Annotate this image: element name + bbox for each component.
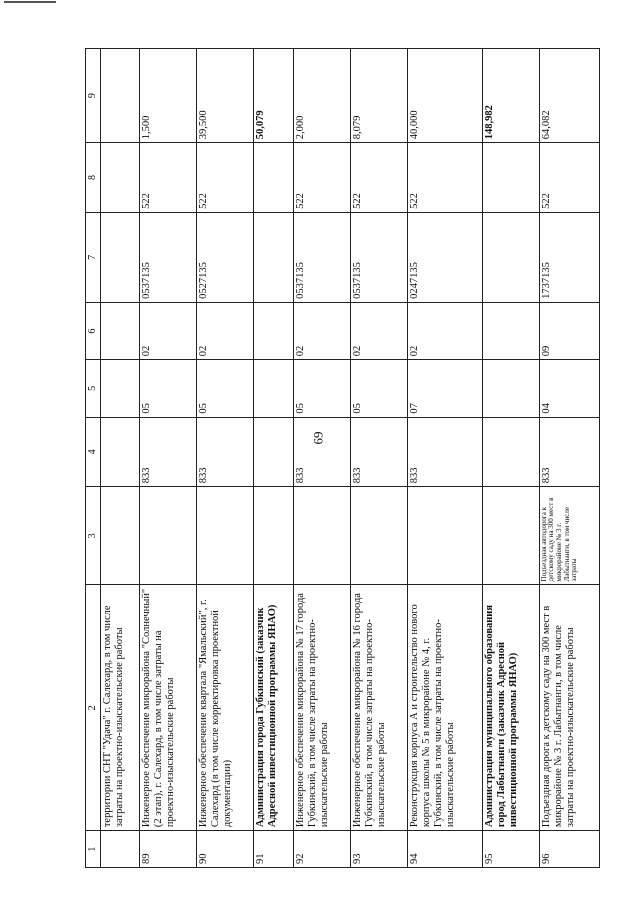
column-header-1: 1 [86, 831, 101, 868]
row-number: 94 [407, 831, 482, 868]
row-number: 90 [197, 831, 254, 868]
row-number [100, 831, 140, 868]
note [350, 487, 407, 585]
table-row [350, 49, 407, 868]
cell-col6 [482, 302, 539, 359]
row-number: 96 [539, 831, 599, 868]
table-row [100, 49, 140, 868]
cell-col6: 02 [293, 302, 350, 359]
cell-col8: 522 [293, 143, 350, 213]
cell-col5 [100, 360, 140, 417]
cell-col8: 522 [539, 143, 599, 213]
cell-col4 [254, 417, 294, 487]
cell-col6 [100, 302, 140, 359]
cell-col6: 02 [140, 302, 197, 359]
table-header-row [86, 49, 101, 868]
cell-col8: 522 [197, 143, 254, 213]
note [407, 487, 482, 585]
cell-col7 [482, 212, 539, 302]
row-number: 95 [482, 831, 539, 868]
cell-col4: 833 [350, 417, 407, 487]
column-header-6: 6 [86, 302, 101, 359]
item-name: Инженерное обеспечение квартала "Ямальский", г. Салехард (в том числе корректировка проектной документации) [197, 585, 254, 831]
cell-col5: 05 [197, 360, 254, 417]
note [100, 487, 140, 585]
table-row [197, 49, 254, 868]
table-row [293, 49, 350, 868]
cell-col7: 0537135 [350, 212, 407, 302]
table-row [140, 49, 197, 868]
item-name: Администрация муниципального образования город Лабытнанги (заказчик Адресной инвестиционной программы ЯНАО) [482, 585, 539, 831]
cell-amount: 1,500 [140, 49, 197, 143]
table-body [100, 49, 600, 868]
column-header-5: 5 [86, 360, 101, 417]
cell-col8 [482, 143, 539, 213]
page-number: 69 [310, 431, 326, 445]
note: Подъездная автодорога к детскому саду на 300 мест в микрорайоне № 3 г. Лабытнанги, в том числе затраты [539, 487, 599, 585]
cell-col5: 05 [293, 360, 350, 417]
item-name: Администрация города Губкинский (заказчик Адресной инвестиционной программы ЯНАО) [254, 585, 294, 831]
item-name: Инженерное обеспечение микрорайона № 16 города Губкинский, в том числе затраты на проектно-изыскательские работы [350, 585, 407, 831]
cell-col4 [482, 417, 539, 487]
cell-col5: 07 [407, 360, 482, 417]
cell-col5 [254, 360, 294, 417]
column-header-2: 2 [86, 585, 101, 831]
row-number: 92 [293, 831, 350, 868]
table-row [254, 49, 294, 868]
cell-col5: 05 [140, 360, 197, 417]
cell-amount: 8,079 [350, 49, 407, 143]
item-name: Инженерное обеспечение микрорайона "Солнечный" (2 этап), г. Салехард, в том числе затраты на проектно-изыскательские работы [140, 585, 197, 831]
row-number: 89 [140, 831, 197, 868]
table-row [407, 49, 482, 868]
cell-col5: 04 [539, 360, 599, 417]
cell-col7: 0527135 [197, 212, 254, 302]
cell-col6: 09 [539, 302, 599, 359]
cell-col7: 0247135 [407, 212, 482, 302]
cell-col8: 522 [350, 143, 407, 213]
cell-col8: 522 [140, 143, 197, 213]
cell-col7: 1737135 [539, 212, 599, 302]
cell-col8 [254, 143, 294, 213]
cell-col4: 833 [407, 417, 482, 487]
note [254, 487, 294, 585]
cell-col6 [254, 302, 294, 359]
cell-col8 [100, 143, 140, 213]
note [197, 487, 254, 585]
budget-table [85, 48, 600, 868]
cell-amount [100, 49, 140, 143]
cell-col7 [100, 212, 140, 302]
item-name: территории СНТ "Удача" г. Салехард, в том числе затраты на проектно-изыскательские работы [100, 585, 140, 831]
cell-col5: 05 [350, 360, 407, 417]
cell-col6: 02 [407, 302, 482, 359]
column-header-9: 9 [86, 49, 101, 143]
cell-col4: 833 [539, 417, 599, 487]
item-name: Реконструкция корпуса А и строительство нового корпуса школы № 5 в микрорайоне № 4, г. Губкинский, в том числе затраты на проектно-изыскательские работы [407, 585, 482, 831]
row-number: 91 [254, 831, 294, 868]
row-number: 93 [350, 831, 407, 868]
cell-col4: 833 [140, 417, 197, 487]
cell-col7: 0537135 [293, 212, 350, 302]
column-header-7: 7 [86, 212, 101, 302]
column-header-3: 3 [86, 487, 101, 585]
cell-amount: 39,500 [197, 49, 254, 143]
cell-col8: 522 [407, 143, 482, 213]
cell-col7: 0537135 [140, 212, 197, 302]
cell-col4: 833 [293, 417, 350, 487]
cell-amount: 40,000 [407, 49, 482, 143]
note [140, 487, 197, 585]
cell-col6: 02 [350, 302, 407, 359]
column-header-4: 4 [86, 417, 101, 487]
table-row [482, 49, 539, 868]
column-header-8: 8 [86, 143, 101, 213]
scan-artifact-line [4, 1, 56, 3]
cell-col7 [254, 212, 294, 302]
rotated-table-container [85, 48, 600, 868]
item-name: Инженерное обеспечение микрорайона № 17 города Губкинский, в том числе затраты на проектно-изыскательские работы [293, 585, 350, 831]
cell-amount: 148,982 [482, 49, 539, 143]
table-row [539, 49, 599, 868]
note [293, 487, 350, 585]
cell-amount: 64,082 [539, 49, 599, 143]
cell-amount: 2,000 [293, 49, 350, 143]
cell-amount: 50,079 [254, 49, 294, 143]
cell-col5 [482, 360, 539, 417]
cell-col4 [100, 417, 140, 487]
item-name: Подъездная дорога к детскому саду на 300 мест в микрорайоне № 3 г. Лабытнанги, в том числе затраты на проектно-изыскательские работы [539, 585, 599, 831]
cell-col6: 02 [197, 302, 254, 359]
cell-col4: 833 [197, 417, 254, 487]
note [482, 487, 539, 585]
